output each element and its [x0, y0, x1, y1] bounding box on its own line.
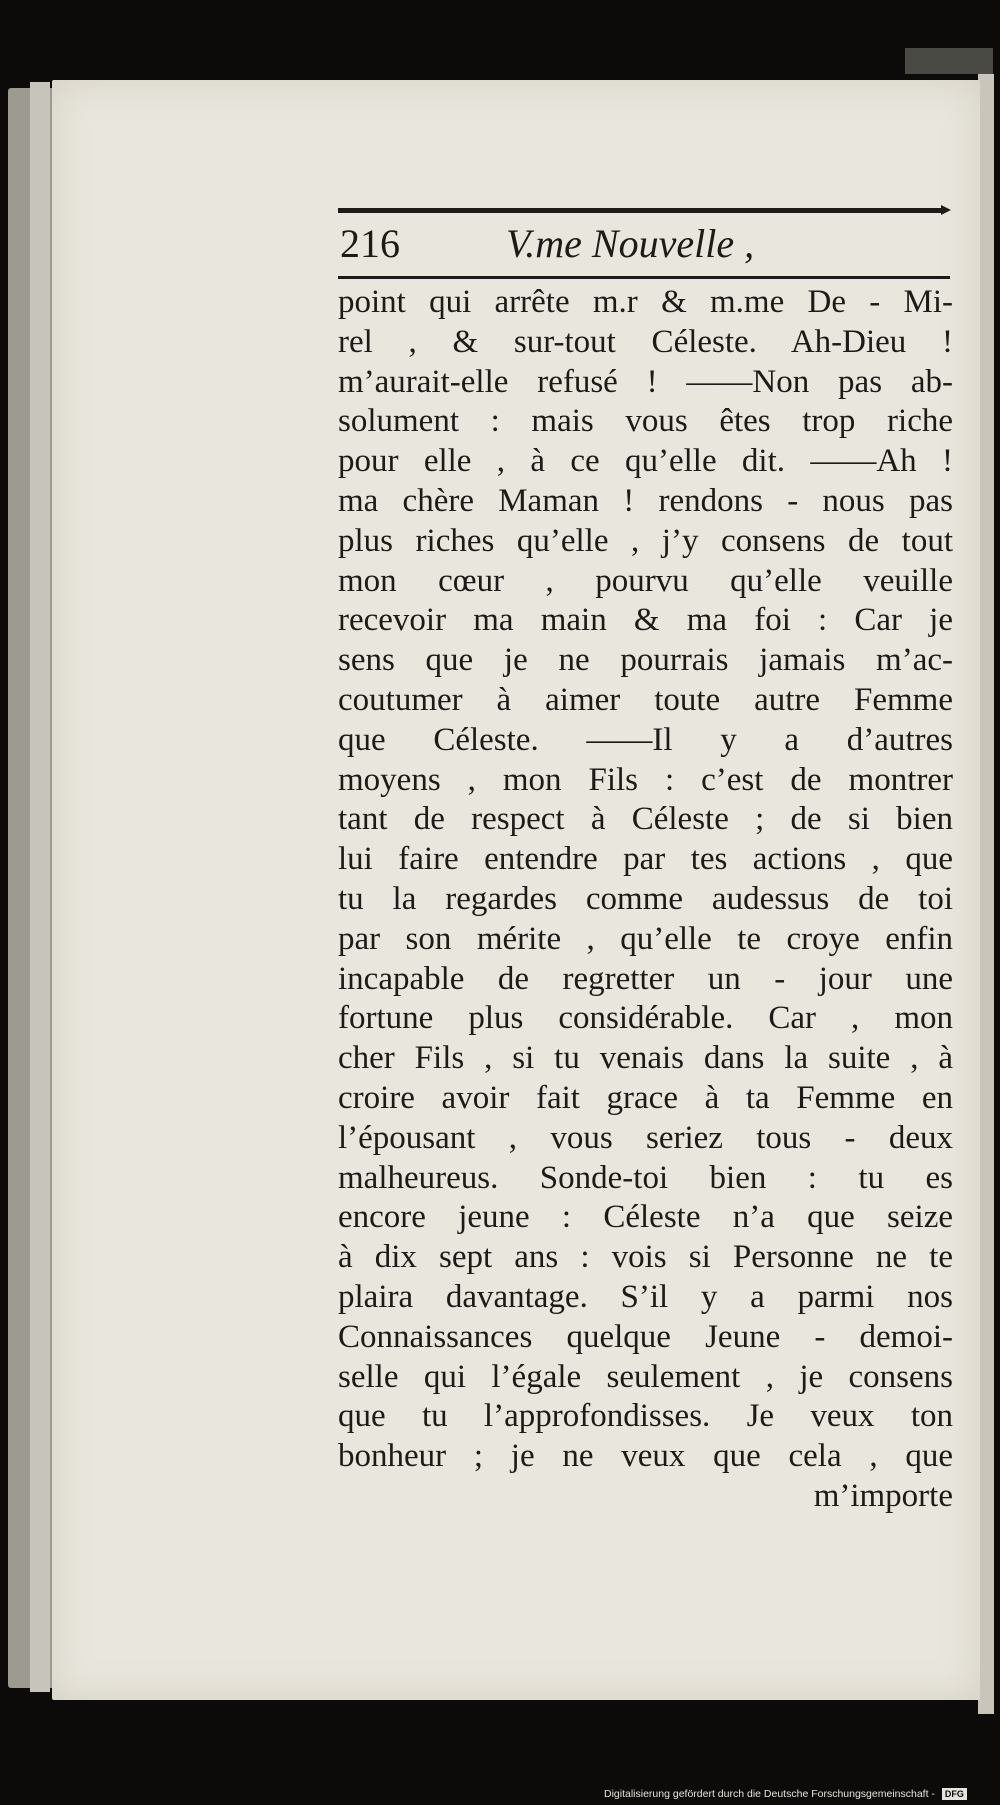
text-line: pour elle , à ce qu’elle dit. ——Ah !: [338, 443, 953, 480]
text-line: ma chère Maman ! rendons - nous pas: [338, 482, 953, 519]
text-line: malheureus. Sonde-toi bien : tu es: [338, 1159, 953, 1196]
text-line: à dix sept ans : vois si Personne ne te: [338, 1239, 953, 1276]
text-line: solument : mais vous êtes trop riche: [338, 403, 953, 440]
text-line: croire avoir fait grace à ta Femme en: [338, 1079, 953, 1116]
header-rule-bottom: [338, 276, 950, 279]
text-line: plus riches qu’elle , j’y consens de tout: [338, 522, 953, 559]
digitization-credit: [604, 1786, 994, 1802]
text-line: cher Fils , si tu venais dans la suite , à: [338, 1040, 953, 1077]
text-line: point qui arrête m.r & m.me De - Mi-: [338, 284, 953, 320]
book-edge-tab: [905, 48, 993, 74]
text-line: moyens , mon Fils : c’est de montrer: [338, 761, 953, 798]
body-text: [338, 283, 953, 1517]
text-line: Connaissances quelque Jeune - demoi-: [338, 1318, 953, 1355]
page-number: 216: [340, 221, 400, 266]
text-line: sens que je ne pourrais jamais m’ac-: [338, 642, 953, 679]
page-right-edge: [978, 74, 994, 1714]
text-line: recevoir ma main & ma foi : Car je: [338, 602, 953, 639]
text-line: incapable de regretter un - jour une: [338, 960, 953, 997]
text-line: mon cœur , pourvu qu’elle veuille: [338, 562, 953, 599]
text-line: coutumer à aimer toute autre Femme: [338, 681, 953, 718]
text-line: fortune plus considérable. Car , mon: [338, 1000, 953, 1037]
page-left-edge: [30, 82, 50, 1692]
text-line: tu la regardes comme audessus de toi: [338, 880, 953, 917]
credit-text: Digitalisierung gefördert durch die Deutsche Forschungsgemeinschaft -: [604, 1788, 935, 1800]
text-line: plaira davantage. S’il y a parmi nos: [338, 1278, 953, 1315]
text-line: l’épousant , vous seriez tous - deux: [338, 1119, 953, 1156]
catchword: m’importe: [813, 1477, 953, 1514]
text-line: m’aurait-elle refusé ! ——Non pas ab-: [338, 363, 953, 400]
text-line: par son mérite , qu’elle te croye enfin: [338, 920, 953, 957]
header-rule-top: [338, 208, 943, 213]
text-line: encore jeune : Céleste n’a que seize: [338, 1199, 953, 1236]
text-line: que tu l’approfondisses. Je veux ton: [338, 1398, 953, 1435]
text-line: rel , & sur-tout Céleste. Ah-Dieu !: [338, 323, 953, 360]
text-line: bonheur ; je ne veux que cela , que: [338, 1438, 953, 1475]
text-line: tant de respect à Céleste ; de si bien: [338, 801, 953, 838]
text-line: lui faire entendre par tes actions , que: [338, 841, 953, 878]
running-title: V.me Nouvelle ,: [506, 221, 755, 266]
running-head: [338, 214, 948, 274]
text-line: que Céleste. ——Il y a d’autres: [338, 721, 953, 758]
dfg-logo: DFG: [942, 1788, 967, 1800]
text-line: selle qui l’égale seulement , je consens: [338, 1358, 953, 1395]
